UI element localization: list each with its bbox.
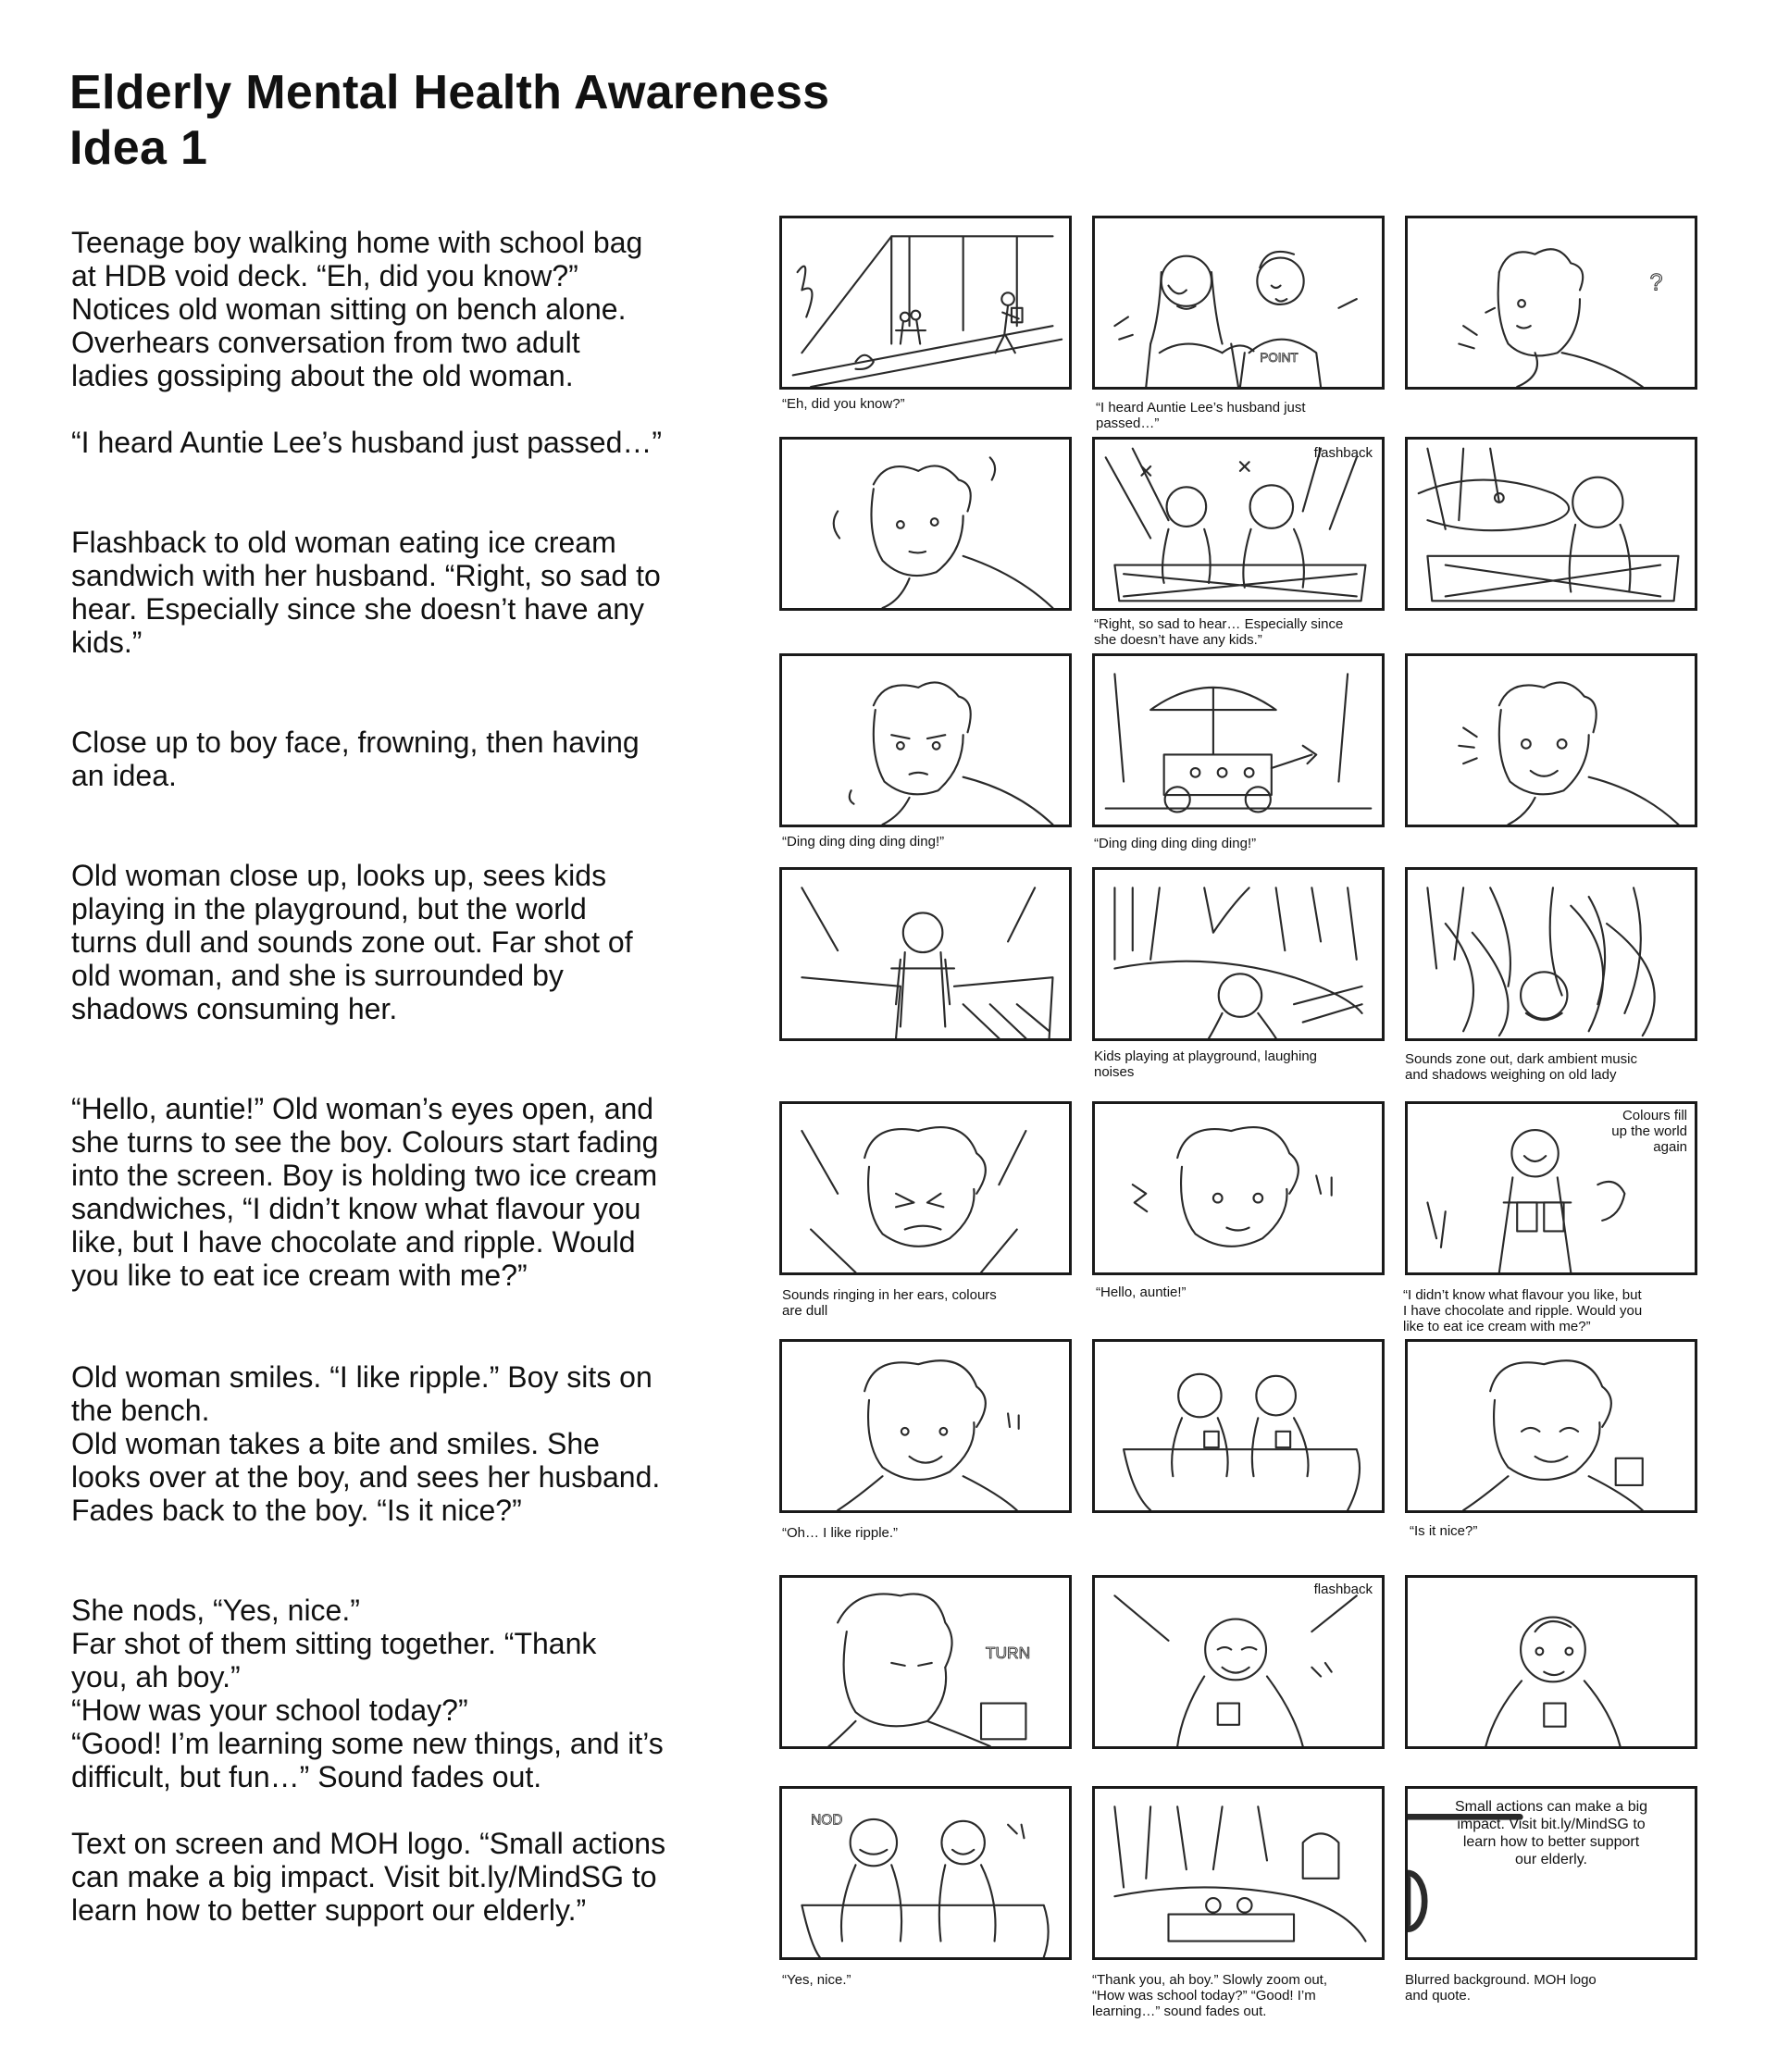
caption-r5c1: Sounds ringing in her ears, colours are dull [782,1287,997,1319]
caption-r1c1: “Eh, did you know?” [782,396,905,412]
nod-word: NOD [811,1812,843,1829]
panel-r3c3-boy-idea [1405,653,1697,827]
panel-r4c1-old-woman-looks-up [779,867,1072,1041]
caption-r8c2: “Thank you, ah boy.” Slowly zoom out, “How was school today?” “Good! I’m learning…” sound fades out. [1092,1972,1328,2019]
panel-r5c2-hello-auntie [1092,1101,1385,1275]
caption-r6c1: “Oh… I like ripple.” [782,1525,899,1541]
question-mark: ? [1649,269,1663,296]
panel-r6c1-old-woman-smiles [779,1339,1072,1513]
panel-r7c2-flashback-husband [1092,1575,1385,1749]
caption-r6c3: “Is it nice?” [1410,1523,1478,1539]
panel-r4c2-kids-playground [1092,867,1385,1041]
script-paragraph-2: “I heard Auntie Lee’s husband just passed…” [71,426,663,459]
caption-r5c3: “I didn’t know what flavour you like, but I have chocolate and ripple. Would you like to eat ice cream with me?” [1403,1287,1643,1334]
flashback-label-1: flashback [1313,445,1373,461]
caption-r4c3: Sounds zone out, dark ambient music and shadows weighing on old lady [1405,1051,1637,1083]
flashback-label-2: flashback [1313,1582,1373,1597]
script-paragraph-3: Flashback to old woman eating ice cream sandwich with her husband. “Right, so sad to hear. Especially since she doesn’t have any kids.” [71,526,661,659]
script-paragraph-4: Close up to boy face, frowning, then having an idea. [71,726,640,792]
panel-r2c3-flashback-wide [1405,437,1697,611]
panel-r4c3-shadows-consuming [1405,867,1697,1041]
turn-word: TURN [985,1644,1031,1663]
panel-r2c2-flashback-couple [1092,437,1385,611]
caption-r8c3: Blurred background. MOH logo and quote. [1405,1972,1597,2004]
caption-r2c2: “Right, so sad to hear… Especially since she doesn’t have any kids.” [1094,616,1344,648]
panel-r1c2-gossiping-ladies [1092,216,1385,390]
panel-r3c2-ice-cream-cart [1092,653,1385,827]
panel-r8c1-she-nods [779,1786,1072,1960]
script-paragraph-8: She nods, “Yes, nice.” Far shot of them sitting together. “Thank you, ah boy.” “How was your school today?” “Good! I’m learning some new things, and it’s difficult, but fun…” Sound fades out. [71,1594,664,1793]
panel-r5c3-boy-holding-ice-cream [1405,1101,1697,1275]
panel-r7c3-boy-eating [1405,1575,1697,1749]
moh-logo-icon [1405,1789,1551,1957]
panel-r8c3-end-card [1405,1786,1697,1960]
caption-r5c2: “Hello, auntie!” [1096,1284,1187,1300]
caption-r3c1: “Ding ding ding ding ding!” [782,834,945,850]
script-paragraph-9: Text on screen and MOH logo. “Small actions can make a big impact. Visit bit.ly/MindSG to learn how to better support our elderly.” [71,1827,666,1927]
point-word: POINT [1260,350,1299,365]
caption-r3c2: “Ding ding ding ding ding!” [1094,836,1257,851]
caption-r4c2: Kids playing at playground, laughing noises [1094,1048,1318,1080]
caption-r8c1: “Yes, nice.” [782,1972,851,1988]
panel-r8c2-zoom-out [1092,1786,1385,1960]
panel-r7c1-boy-turns [779,1575,1072,1749]
panel-r6c2-sitting-together [1092,1339,1385,1513]
title-line-1: Elderly Mental Health Awareness [69,66,830,119]
panel-r6c3-is-it-nice [1405,1339,1697,1513]
script-paragraph-6: “Hello, auntie!” Old woman’s eyes open, and she turns to see the boy. Colours start fading into the screen. Boy is holding two ice cream sandwiches, “I didn’t know what flavour you like, but I have chocolate and ripple. Would you like to eat ice cream with me?” [71,1092,659,1292]
panel-r1c3-boy-notices [1405,216,1697,390]
script-paragraph-5: Old woman close up, looks up, sees kids playing in the playground, but the world turns dull and sounds zone out. Far shot of old woman, and she is surrounded by shadows consuming her. [71,859,633,1025]
panel-r3c1-boy-frowning [779,653,1072,827]
panel-r1c1-boy-walking [779,216,1072,390]
panel-r2c1-boy-listening [779,437,1072,611]
end-card-quote: Small actions can make a big impact. Visit bit.ly/MindSG to learn how to better support our elderly. [1454,1799,1648,1867]
caption-r1c2: “I heard Auntie Lee’s husband just passed…” [1096,400,1306,431]
colours-fill-note: Colours fill up the world again [1611,1108,1687,1155]
script-paragraph-1: Teenage boy walking home with school bag at HDB void deck. “Eh, did you know?” Notices old woman sitting on bench alone. Overhears conversation from two adult ladies gossiping about the old woman. [71,226,643,392]
page-title [69,65,830,176]
script-paragraph-7: Old woman smiles. “I like ripple.” Boy sits on the bench. Old woman takes a bite and smiles. She looks over at the boy, and sees her husband. Fades back to the boy. “Is it nice?” [71,1360,661,1527]
panel-r5c1-ears-ringing [779,1101,1072,1275]
title-line-2: Idea 1 [69,121,208,175]
